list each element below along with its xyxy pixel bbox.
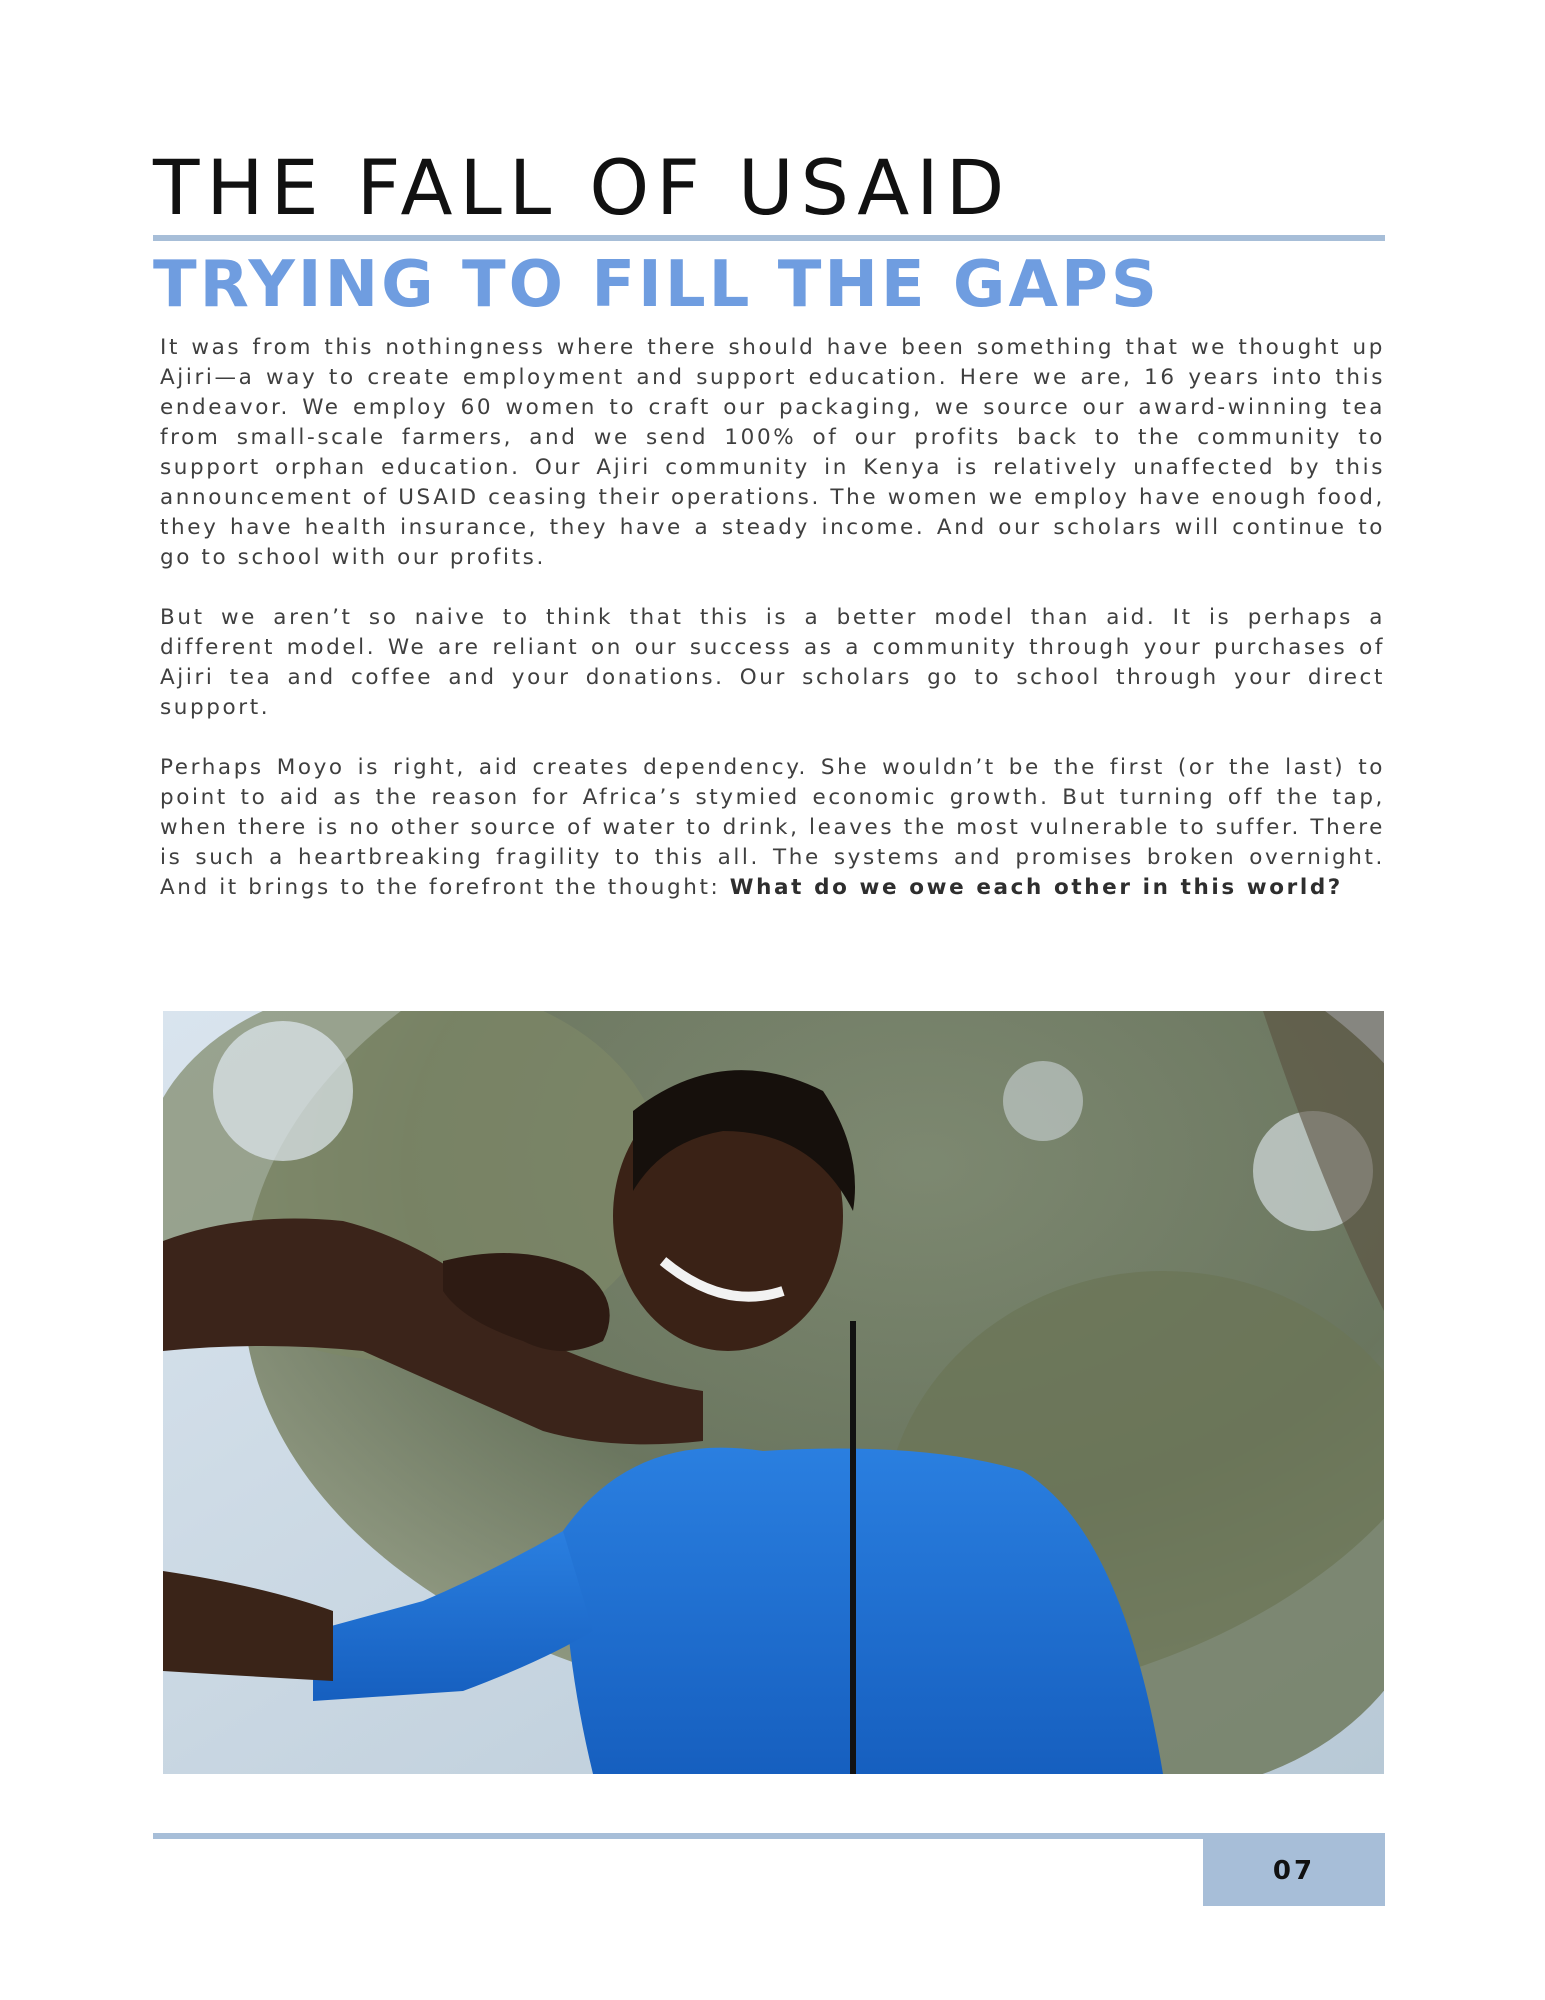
paragraph-2: But we aren’t so naive to think that this is a better model than aid. It is perhaps a different model. We are reliant on our success as a community through your purchases of Ajiri tea and coffee and your donations. Our scholars go to school through your direct support. (160, 605, 1385, 720)
title-divider (153, 235, 1385, 241)
page-number: 07 (1272, 1856, 1316, 1886)
footer-divider (153, 1833, 1385, 1839)
page-number-badge (1203, 1836, 1385, 1906)
page-title: THE FALL OF USAID (153, 143, 1012, 232)
section-subtitle: TRYING TO FILL THE GAPS (153, 248, 1160, 322)
closing-question: What do we owe each other in this world? (729, 875, 1343, 900)
paragraph-1: It was from this nothingness where there should have been something that we thought up Ajiri—a way to create employment and support education. Here we are, 16 years into this endeavor. We employ 60 women to craft our packaging, we source our award-winning tea from small-scale farmers, and we send 100% of our profits back to the community to support orphan education. Our Ajiri community in Kenya is relatively unaffected by this announcement of USAID ceasing their operations. The women we employ have enough food, they have health insurance, they have a steady income. And our scholars will continue to go to school with our profits. (160, 335, 1385, 570)
paragraph-3-text: Perhaps Moyo is right, aid creates dependency. She wouldn’t be the first (or the last) to point to aid as the reason for Africa’s stymied economic growth. But turning off the tap, when there is no other source of water to drink, leaves the most vulnerable to suffer. There is such a heartbreaking fragility to this all. The systems and promises broken overnight. And it brings to the forefront the thought: (160, 755, 1385, 900)
paragraph-3 (160, 753, 1385, 903)
article-photo (163, 1011, 1384, 1774)
article-body (160, 333, 1385, 933)
